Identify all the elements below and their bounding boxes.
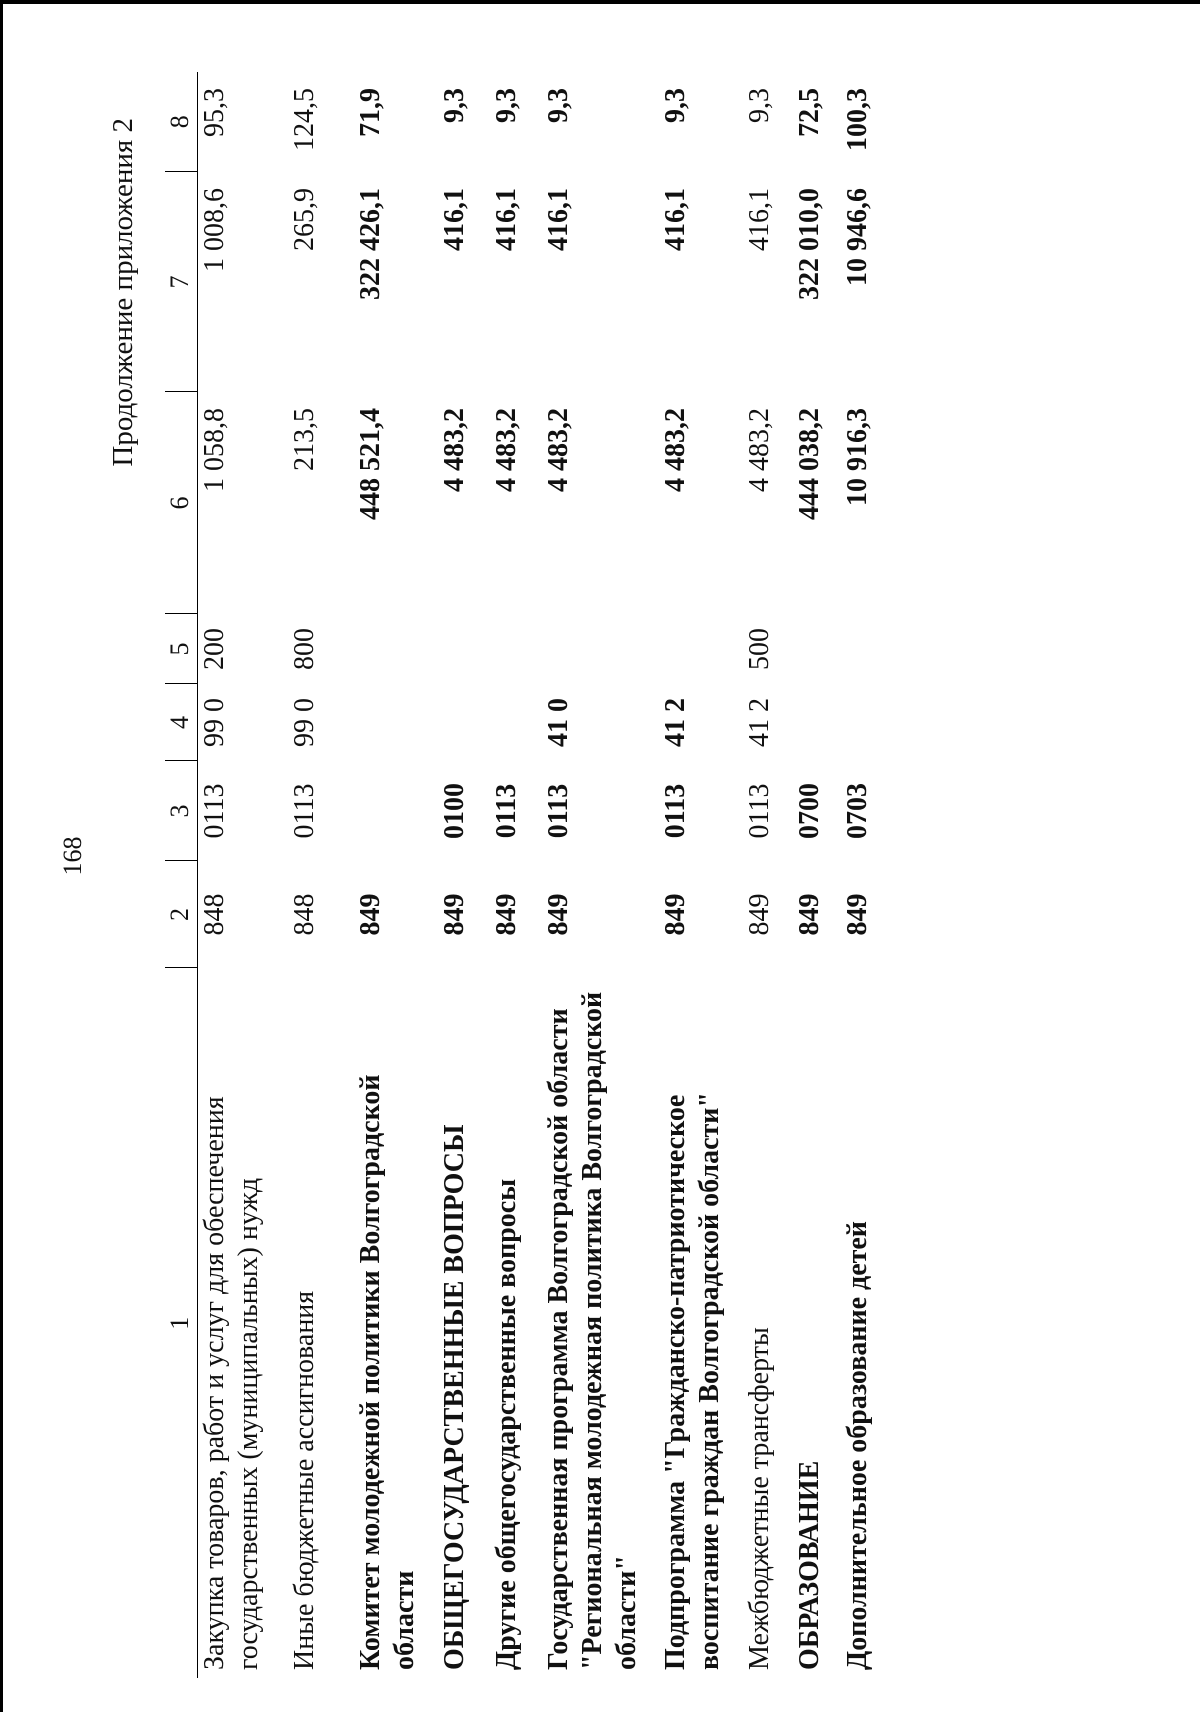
row-value-cell: [793, 684, 841, 761]
row-value-cell: 72,5: [794, 88, 825, 137]
row-name-cell: Другие общегосударственные вопросы: [491, 1178, 522, 1670]
row-name-cell: Государственная программа Волгоградской области "Региональная молодежная политика Волгоградской области": [543, 991, 642, 1670]
table-header-row: [165, 72, 198, 1678]
row-value-cell: 500: [744, 628, 775, 670]
row-value-cell: [490, 614, 542, 684]
row-value-cell: 800: [289, 628, 320, 670]
column-header: 8: [165, 72, 198, 172]
row-value-cell: 849: [355, 893, 386, 936]
table-row: [198, 72, 289, 1678]
row-value-cell: 849: [439, 893, 470, 936]
row-value-cell: 848: [289, 893, 320, 936]
row-value-cell: [354, 684, 438, 761]
row-value-cell: 416,1: [660, 188, 691, 251]
column-header: 2: [165, 861, 198, 968]
row-name-cell: Подпрограмма "Гражданско-патриотическое воспитание граждан Волгоградской области": [660, 1092, 725, 1670]
row-value-cell: 416,1: [439, 188, 470, 251]
row-name-cell: Комитет молодежной политики Волгоградской области: [355, 1074, 420, 1670]
table-row: [438, 72, 490, 1678]
row-value-cell: 9,3: [744, 88, 775, 123]
column-header: 4: [165, 684, 198, 761]
row-value-cell: 0113: [744, 783, 775, 839]
row-value-cell: 265,9: [289, 188, 320, 251]
row-value-cell: 0113: [543, 783, 574, 839]
table-row: [288, 72, 354, 1678]
column-header: 3: [165, 761, 198, 861]
row-value-cell: 200: [199, 628, 230, 670]
row-value-cell: 0113: [660, 783, 691, 839]
row-value-cell: 9,3: [439, 88, 470, 123]
row-value-cell: 416,1: [491, 188, 522, 251]
row-value-cell: [841, 614, 889, 684]
row-value-cell: [542, 614, 659, 684]
row-name-cell: Дополнительное образование детей: [842, 1221, 873, 1670]
row-value-cell: 41 0: [543, 698, 574, 747]
row-value-cell: 416,1: [543, 188, 574, 251]
row-value-cell: 322 010,0: [794, 188, 825, 300]
table-row: [793, 72, 841, 1678]
table-row: [841, 72, 889, 1678]
row-value-cell: 1 058,8: [199, 408, 230, 492]
row-value-cell: [354, 761, 438, 861]
row-value-cell: 71,9: [355, 88, 386, 137]
row-value-cell: 124,5: [289, 88, 320, 151]
row-value-cell: 0113: [491, 783, 522, 839]
table-row: [743, 72, 793, 1678]
row-value-cell: 41 2: [744, 698, 775, 747]
row-value-cell: 849: [660, 893, 691, 936]
row-value-cell: 10 946,6: [842, 188, 873, 286]
column-header: 1: [165, 968, 198, 1678]
row-value-cell: 9,3: [660, 88, 691, 123]
row-value-cell: 4 483,2: [491, 408, 522, 492]
row-value-cell: 100,3: [842, 88, 873, 151]
row-value-cell: [490, 684, 542, 761]
column-header: 5: [165, 614, 198, 684]
row-value-cell: 4 483,2: [439, 408, 470, 492]
row-value-cell: 213,5: [289, 408, 320, 471]
row-value-cell: 848: [199, 893, 230, 936]
row-value-cell: 0700: [794, 783, 825, 839]
page-number: 168: [58, 836, 87, 876]
appendix-title: Продолжение приложения 2: [107, 118, 139, 467]
row-value-cell: 4 483,2: [543, 408, 574, 492]
row-value-cell: 849: [491, 893, 522, 936]
row-value-cell: 1 008,6: [199, 188, 230, 272]
row-value-cell: 0703: [842, 783, 873, 839]
row-value-cell: 9,3: [543, 88, 574, 123]
row-value-cell: [793, 614, 841, 684]
row-value-cell: 9,3: [491, 88, 522, 123]
row-value-cell: 448 521,4: [355, 408, 386, 520]
row-value-cell: [659, 614, 743, 684]
row-name-cell: Иные бюджетные ассигнования: [289, 1290, 320, 1670]
row-name-cell: ОБРАЗОВАНИЕ: [794, 1460, 825, 1670]
row-value-cell: 444 038,2: [794, 408, 825, 520]
budget-table: [165, 72, 889, 1678]
row-value-cell: 10 916,3: [842, 408, 873, 506]
row-value-cell: 849: [842, 893, 873, 936]
row-value-cell: 416,1: [744, 188, 775, 251]
row-value-cell: 4 483,2: [744, 408, 775, 492]
row-value-cell: 41 2: [660, 698, 691, 747]
row-value-cell: [841, 684, 889, 761]
column-header: 6: [165, 392, 198, 614]
table-row: [542, 72, 659, 1678]
row-value-cell: 849: [794, 893, 825, 936]
row-value-cell: [438, 614, 490, 684]
row-value-cell: 0113: [289, 783, 320, 839]
table-row: [354, 72, 438, 1678]
row-value-cell: 4 483,2: [660, 408, 691, 492]
table-row: [490, 72, 542, 1678]
row-value-cell: 99 0: [199, 698, 230, 747]
row-name-cell: ОБЩЕГОСУДАРСТВЕННЫЕ ВОПРОСЫ: [439, 1124, 470, 1670]
row-value-cell: 0100: [439, 783, 470, 839]
row-value-cell: 849: [543, 893, 574, 936]
column-header: 7: [165, 172, 198, 392]
row-value-cell: 849: [744, 893, 775, 936]
row-name-cell: Межбюджетные трансферты: [744, 1327, 775, 1670]
row-value-cell: 99 0: [289, 698, 320, 747]
row-value-cell: 0113: [199, 783, 230, 839]
row-value-cell: 95,3: [199, 88, 230, 137]
row-value-cell: 322 426,1: [355, 188, 386, 300]
row-value-cell: [438, 684, 490, 761]
row-name-cell: Закупка товаров, работ и услуг для обеспечения государственных (муниципальных) нужд: [199, 1096, 264, 1670]
row-value-cell: [354, 614, 438, 684]
table-row: [659, 72, 743, 1678]
